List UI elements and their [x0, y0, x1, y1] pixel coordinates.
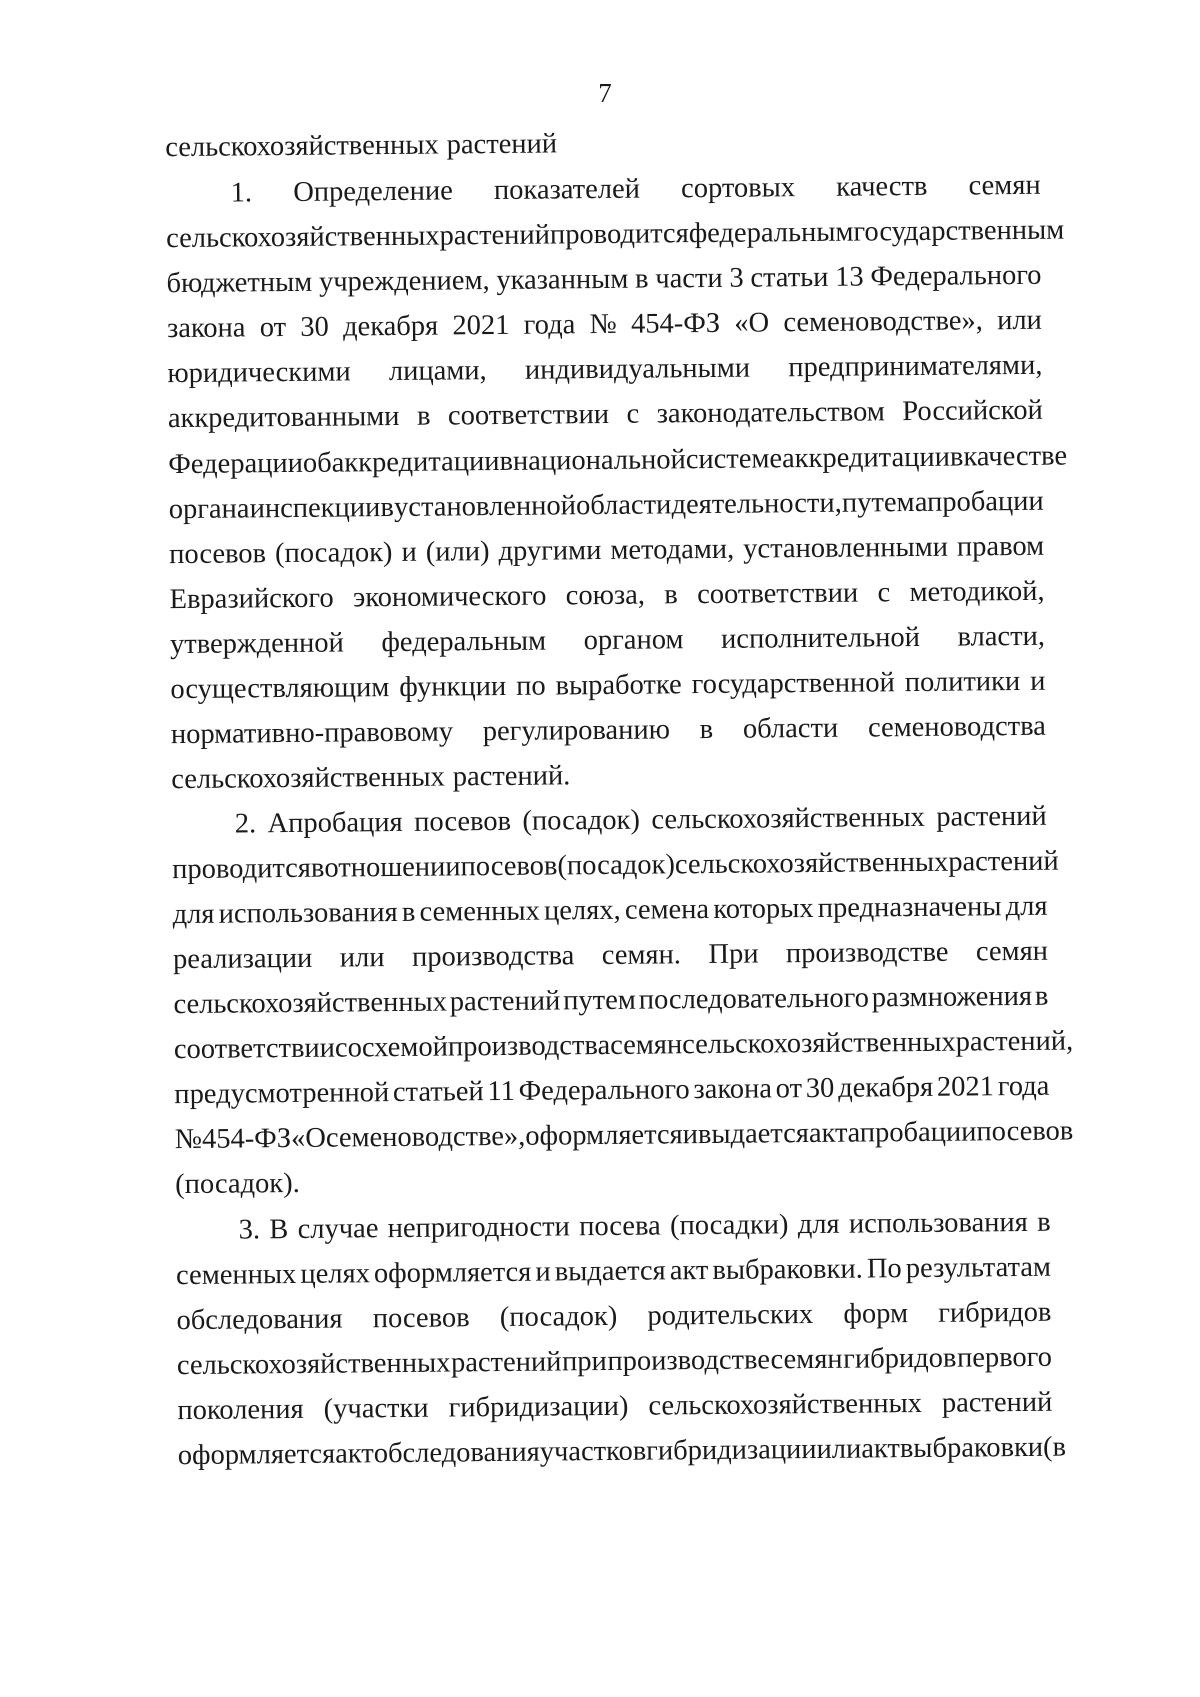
- word: для: [797, 1208, 840, 1241]
- word: предназначены: [817, 891, 1002, 924]
- word: союза,: [565, 579, 646, 612]
- word: сельскохозяйственных: [165, 129, 439, 164]
- word: власти,: [957, 620, 1046, 653]
- word: и: [401, 536, 417, 568]
- word: индивидуальными: [524, 352, 751, 386]
- word: деятельности,: [671, 487, 842, 521]
- word: семеноводства: [867, 710, 1047, 744]
- word: закона: [693, 1073, 773, 1106]
- word: «О: [290, 1122, 327, 1155]
- word: учреждением,: [318, 265, 490, 298]
- text-line: [175, 1167, 308, 1201]
- word: выбраковки.: [712, 1253, 863, 1286]
- word: или: [339, 942, 385, 974]
- word: в: [401, 896, 416, 928]
- word: (посадок): [557, 849, 676, 882]
- word: 2021: [936, 1071, 995, 1103]
- word: статьей: [392, 1076, 484, 1109]
- word: семена: [624, 893, 710, 926]
- word: семян: [975, 935, 1049, 968]
- text-line: [176, 1296, 1052, 1337]
- word: производстве: [607, 1344, 771, 1377]
- word: 11: [487, 1075, 516, 1108]
- word: с: [626, 398, 640, 430]
- word: посевов: [169, 538, 267, 571]
- word: 13: [835, 261, 864, 293]
- word: Федерального: [870, 259, 1042, 293]
- word: для: [1005, 890, 1048, 923]
- word: 1.: [230, 177, 253, 209]
- word: Федерации: [168, 447, 304, 481]
- word: соответствии: [173, 1032, 336, 1066]
- word: от: [259, 312, 287, 344]
- word: гибридизации): [448, 1390, 629, 1424]
- text-line: [168, 485, 1044, 526]
- word: акт: [669, 1255, 709, 1287]
- word: со: [334, 1032, 363, 1064]
- word: 3: [729, 262, 744, 294]
- text-line: [170, 710, 1047, 751]
- word: 454-ФЗ: [201, 1123, 292, 1155]
- word: семян: [968, 169, 1041, 202]
- word: (посадки): [669, 1209, 789, 1242]
- word: 30: [805, 1072, 835, 1105]
- word: области: [575, 489, 672, 522]
- word: закона: [166, 312, 246, 345]
- word: государственной: [691, 667, 895, 701]
- word: в: [499, 445, 514, 477]
- word: Евразийского: [169, 582, 334, 616]
- word: посевов: [976, 1115, 1074, 1148]
- body-text: [0, 112, 1200, 1472]
- text-line: [169, 620, 1046, 661]
- word: государственным: [853, 214, 1065, 248]
- word: непригодности: [387, 1211, 570, 1245]
- word: семеноводстве»,: [325, 1120, 526, 1154]
- word: в: [310, 852, 325, 884]
- word: семян: [610, 1029, 683, 1061]
- word: сельскохозяйственных: [173, 986, 448, 1021]
- word: в: [380, 491, 395, 524]
- word: растений.: [452, 760, 571, 793]
- word: статьи: [750, 261, 829, 294]
- word: установленными: [743, 531, 949, 565]
- word: гибридов: [843, 1342, 957, 1375]
- word: апробации: [914, 485, 1044, 518]
- word: выдается: [554, 1255, 666, 1288]
- word: (посадок).: [175, 1167, 300, 1201]
- word: и: [1029, 665, 1046, 697]
- word: 2.: [234, 808, 257, 840]
- word: в: [1034, 980, 1049, 1012]
- page-number: 7: [598, 78, 612, 108]
- word: семян.: [601, 939, 682, 972]
- word: акт: [861, 1433, 901, 1465]
- word: или: [816, 1433, 862, 1465]
- word: показателей: [493, 173, 641, 207]
- word: года: [523, 309, 576, 341]
- word: предусмотренной: [174, 1077, 390, 1111]
- word: Федерального: [518, 1074, 690, 1107]
- word: поколения: [177, 1393, 304, 1427]
- word: от: [775, 1073, 803, 1105]
- word: или: [996, 304, 1043, 337]
- word: сортовых: [680, 172, 796, 205]
- word: методами,: [610, 533, 735, 566]
- text-line: [172, 845, 1059, 886]
- word: 2021: [452, 309, 510, 342]
- word: оформляется: [177, 1438, 336, 1472]
- word: выработке: [555, 669, 682, 702]
- word: 30: [300, 311, 329, 343]
- text-line: [166, 304, 1043, 345]
- text-line: [177, 1386, 1053, 1427]
- word: декабря: [837, 1071, 934, 1104]
- word: сельскохозяйственных: [165, 220, 440, 255]
- word: 3.: [238, 1214, 261, 1246]
- text-line: [167, 394, 1043, 435]
- word: соответствии: [696, 577, 859, 611]
- word: По: [866, 1253, 902, 1285]
- word: обследования: [176, 1303, 343, 1337]
- word: при: [561, 1345, 607, 1378]
- word: качеств: [836, 170, 928, 203]
- word: случае: [297, 1213, 379, 1245]
- word: производстве: [785, 936, 949, 970]
- text-line: [166, 259, 1042, 300]
- text-line: [176, 1341, 1053, 1382]
- word: (участки: [323, 1392, 429, 1425]
- word: сельскохозяйственных: [651, 801, 925, 836]
- text-line: [168, 440, 1068, 481]
- text-line: [177, 1431, 1067, 1472]
- word: другими: [498, 535, 602, 567]
- word: об: [302, 447, 332, 479]
- word: части: [655, 262, 723, 295]
- word: посева: [578, 1210, 661, 1243]
- word: в: [664, 579, 678, 611]
- text-line: [173, 980, 1049, 1021]
- text-line: [170, 665, 1046, 706]
- word: нормативно-правовому: [170, 716, 454, 751]
- word: которых: [713, 892, 814, 925]
- word: правом: [956, 530, 1045, 563]
- word: растений: [439, 219, 551, 252]
- word: юридическими: [167, 356, 351, 390]
- word: (в: [1042, 1431, 1067, 1463]
- word: Апробация: [267, 806, 403, 840]
- word: размножения: [871, 980, 1033, 1014]
- text-line: [173, 1025, 1074, 1066]
- word: «О: [734, 307, 770, 339]
- text-line: [230, 169, 1041, 209]
- word: (или): [425, 536, 490, 568]
- word: исполнительной: [720, 621, 921, 655]
- word: растений: [936, 800, 1047, 833]
- word: указанным: [496, 263, 629, 297]
- word: с: [877, 577, 891, 609]
- word: посевов: [460, 850, 558, 883]
- text-line: [172, 890, 1048, 931]
- word: участков: [539, 1435, 647, 1468]
- word: органа: [168, 493, 250, 526]
- word: семян: [770, 1343, 843, 1376]
- word: гибридизации: [646, 1433, 817, 1467]
- word: №: [589, 308, 617, 341]
- word: в: [416, 400, 431, 432]
- word: предпринимателями,: [788, 349, 1043, 384]
- word: политики: [904, 665, 1021, 699]
- text-line: [167, 349, 1043, 390]
- word: №: [174, 1123, 203, 1156]
- word: целях,: [543, 894, 621, 927]
- word: производства: [447, 1029, 611, 1063]
- word: области: [742, 712, 839, 745]
- word: инспекции: [249, 492, 381, 525]
- word: по: [515, 670, 546, 702]
- word: (посадок): [499, 1300, 618, 1334]
- word: в: [634, 263, 649, 295]
- text-line: [165, 130, 565, 162]
- word: законодательством: [656, 396, 885, 430]
- word: сельскохозяйственных: [171, 761, 445, 796]
- word: методикой,: [909, 575, 1045, 609]
- word: системе: [685, 443, 783, 476]
- word: проводится: [172, 852, 312, 886]
- text-line: [165, 214, 1065, 255]
- text-line: [234, 800, 1047, 840]
- word: апробации: [847, 1116, 977, 1149]
- word: в: [699, 713, 714, 746]
- word: лицами,: [388, 355, 487, 388]
- word: качестве: [963, 440, 1068, 473]
- word: последовательного: [638, 982, 870, 1016]
- word: использования: [218, 896, 398, 930]
- word: производства: [411, 940, 575, 973]
- word: выбраковки: [899, 1431, 1044, 1465]
- word: и: [682, 1119, 699, 1151]
- word: декабря: [342, 310, 439, 343]
- word: оформляется: [373, 1256, 532, 1290]
- text-line: [169, 530, 1045, 571]
- word: акт: [335, 1438, 374, 1470]
- word: форм: [843, 1298, 909, 1330]
- word: оформляется: [525, 1119, 683, 1152]
- word: федеральным: [688, 216, 854, 250]
- word: схемой: [361, 1031, 449, 1064]
- word: аккредитованными: [167, 400, 400, 435]
- text-line: [174, 1070, 1050, 1111]
- word: органом: [583, 624, 684, 657]
- word: акт: [808, 1117, 848, 1150]
- word: семеноводстве»,: [783, 305, 984, 339]
- word: бюджетным: [166, 266, 313, 300]
- word: для: [172, 898, 215, 931]
- text-line: [174, 1115, 1074, 1156]
- word: сельскохозяйственных: [648, 1387, 923, 1422]
- word: в: [949, 441, 964, 473]
- word: посевов: [414, 805, 512, 838]
- word: аккредитации: [331, 445, 500, 479]
- word: растений: [449, 985, 561, 1018]
- word: выдается: [697, 1118, 810, 1151]
- word: (посадок): [522, 804, 641, 837]
- word: в: [1036, 1206, 1051, 1238]
- word: регулированию: [482, 714, 671, 748]
- word: 454-ФЗ: [630, 307, 721, 340]
- word: утвержденной: [169, 627, 344, 661]
- word: целях: [300, 1258, 371, 1290]
- word: сельскохозяйственных: [674, 846, 949, 881]
- word: сельскохозяйственных: [176, 1347, 451, 1382]
- word: обследования: [373, 1436, 540, 1470]
- word: семенных: [419, 895, 540, 928]
- word: и: [535, 1256, 551, 1288]
- word: растений: [450, 1346, 562, 1379]
- word: использования: [848, 1206, 1028, 1240]
- word: экономического: [352, 580, 547, 614]
- text-line: [172, 935, 1049, 976]
- word: Определение: [293, 175, 453, 208]
- text-line: [169, 575, 1045, 616]
- word: сельскохозяйственных: [682, 1026, 956, 1061]
- word: гибридов: [938, 1296, 1052, 1329]
- word: Российской: [902, 394, 1043, 428]
- word: года: [997, 1070, 1050, 1103]
- word: растений: [941, 1386, 1053, 1419]
- text-line: [238, 1206, 1051, 1246]
- word: родительских: [647, 1299, 814, 1332]
- word: При: [708, 938, 759, 970]
- word: функции: [399, 670, 507, 703]
- word: федеральным: [381, 625, 547, 659]
- word: растений,: [955, 1025, 1074, 1058]
- word: растений: [948, 845, 1059, 878]
- word: установленной: [393, 490, 577, 523]
- word: проводится: [549, 218, 689, 251]
- word: первого: [956, 1341, 1053, 1374]
- word: путем: [841, 486, 915, 519]
- word: семенных: [175, 1258, 297, 1292]
- word: растений: [446, 128, 558, 161]
- text-line: [171, 762, 578, 794]
- text-line: [175, 1251, 1052, 1292]
- word: осуществляющим: [170, 672, 390, 706]
- word: отношении: [324, 851, 461, 884]
- word: национальной: [512, 444, 686, 477]
- word: путем: [563, 984, 636, 1017]
- word: результатам: [905, 1251, 1052, 1285]
- word: соответствии: [447, 398, 610, 432]
- word: реализации: [172, 942, 313, 976]
- word: аккредитации: [781, 441, 951, 475]
- word: В: [269, 1214, 289, 1246]
- word: (посадок): [274, 537, 393, 570]
- word: посевов: [372, 1302, 470, 1335]
